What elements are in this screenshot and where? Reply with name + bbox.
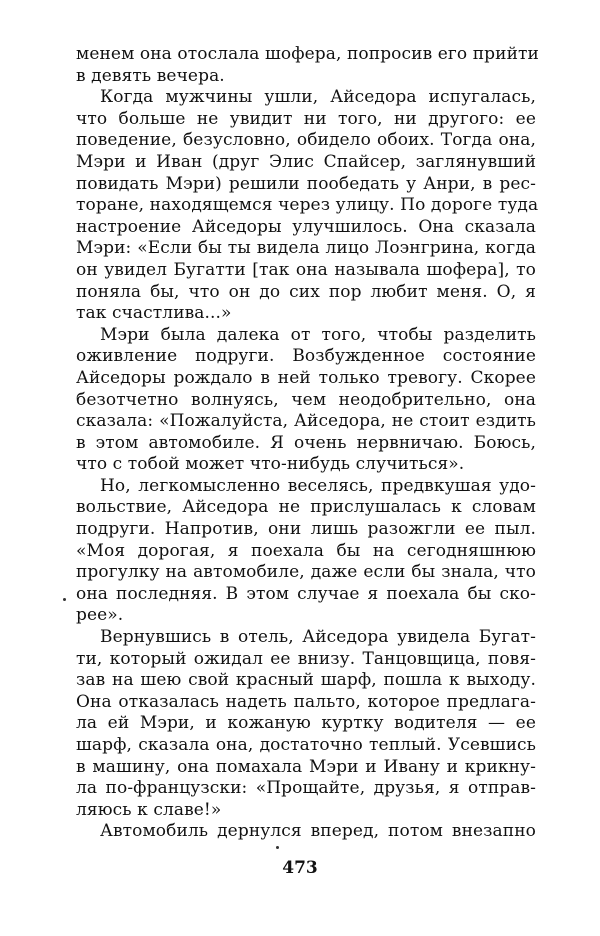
text-line: Айседоры рождало в ней только тревогу. Скорее <box>76 367 536 388</box>
text-line: «Моя дорогая, я поехала бы на сегодняшнюю <box>76 540 536 561</box>
text-line: настроение Айседоры улучшилось. Она сказала <box>76 216 536 237</box>
text-line: рее». <box>76 605 124 626</box>
text-line: подруги. Напротив, они лишь разожгли ее пыл. <box>76 519 536 540</box>
text-line: безотчетно волнуясь, чем неодобрительно, она <box>76 389 536 410</box>
text-line: Мэри была далека от того, чтобы разделить <box>100 324 536 345</box>
text-line: Вернувшись в отель, Айседора увидела Бугат- <box>100 627 536 648</box>
text-line: Но, легкомысленно веселясь, предвкушая удо- <box>100 475 536 496</box>
text-line: прогулку на автомобиле, даже если бы знала, что <box>76 562 536 583</box>
text-line: ти, который ожидал ее внизу. Танцовщица, повя- <box>76 648 536 669</box>
text-line: поняла бы, что он до сих пор любит меня. О, я <box>76 281 536 302</box>
text-line: Мэри: «Если бы ты видела лицо Лоэнгрина, когда <box>76 238 536 259</box>
text-line: в этом автомобиле. Я очень нервничаю. Боюсь, <box>76 432 536 453</box>
scan-speck <box>63 598 66 601</box>
text-line: он увидел Бугатти [так она называла шофера], то <box>76 259 536 280</box>
text-line: Автомобиль дернулся вперед, потом внезапно <box>100 821 536 842</box>
text-line: что с тобой может что-нибудь случиться». <box>76 454 465 475</box>
text-line: что больше не увидит ни того, ни другого: ее <box>76 108 536 129</box>
text-line: в девять вечера. <box>76 65 225 86</box>
text-line: она последняя. В этом случае я поехала бы ско- <box>76 583 536 604</box>
text-line: торане, находящемся через улицу. По дороге туда <box>76 195 539 216</box>
text-line: ла по-французски: «Прощайте, друзья, я отправ- <box>76 778 536 799</box>
text-line: ляюсь к славе!» <box>76 799 222 820</box>
text-line: менем она отослала шофера, попросив его прийти <box>76 44 539 64</box>
text-line: ла ей Мэри, и кожаную куртку водителя — ее <box>76 713 536 734</box>
text-line: сказала: «Пожалуйста, Айседора, не стоит ездить <box>76 411 536 432</box>
page-number: 473 <box>282 858 318 878</box>
scan-speck <box>276 846 279 849</box>
text-line: в машину, она помахала Мэри и Ивану и крикну- <box>76 756 536 777</box>
text-line: зав на шею свой красный шарф, пошла к выходу. <box>76 670 536 691</box>
text-line: повидать Мэри) решили пообедать у Анри, в рес- <box>76 173 536 194</box>
text-line: вольствие, Айседора не прислушалась к словам <box>76 497 536 518</box>
text-line: оживление подруги. Возбужденное состояние <box>76 346 536 367</box>
text-line: поведение, безусловно, обидело обоих. Тогда она, <box>76 130 536 151</box>
text-line: Мэри и Иван (друг Элис Спайсер, заглянувший <box>76 151 536 172</box>
text-line: Она отказалась надеть пальто, которое предлага- <box>76 691 536 712</box>
text-line: так счастлива...» <box>76 303 232 324</box>
text-line: Когда мужчины ушли, Айседора испугалась, <box>100 87 536 108</box>
page-text-body <box>76 44 539 843</box>
text-line: шарф, сказала она, достаточно теплый. Усевшись <box>76 735 536 755</box>
